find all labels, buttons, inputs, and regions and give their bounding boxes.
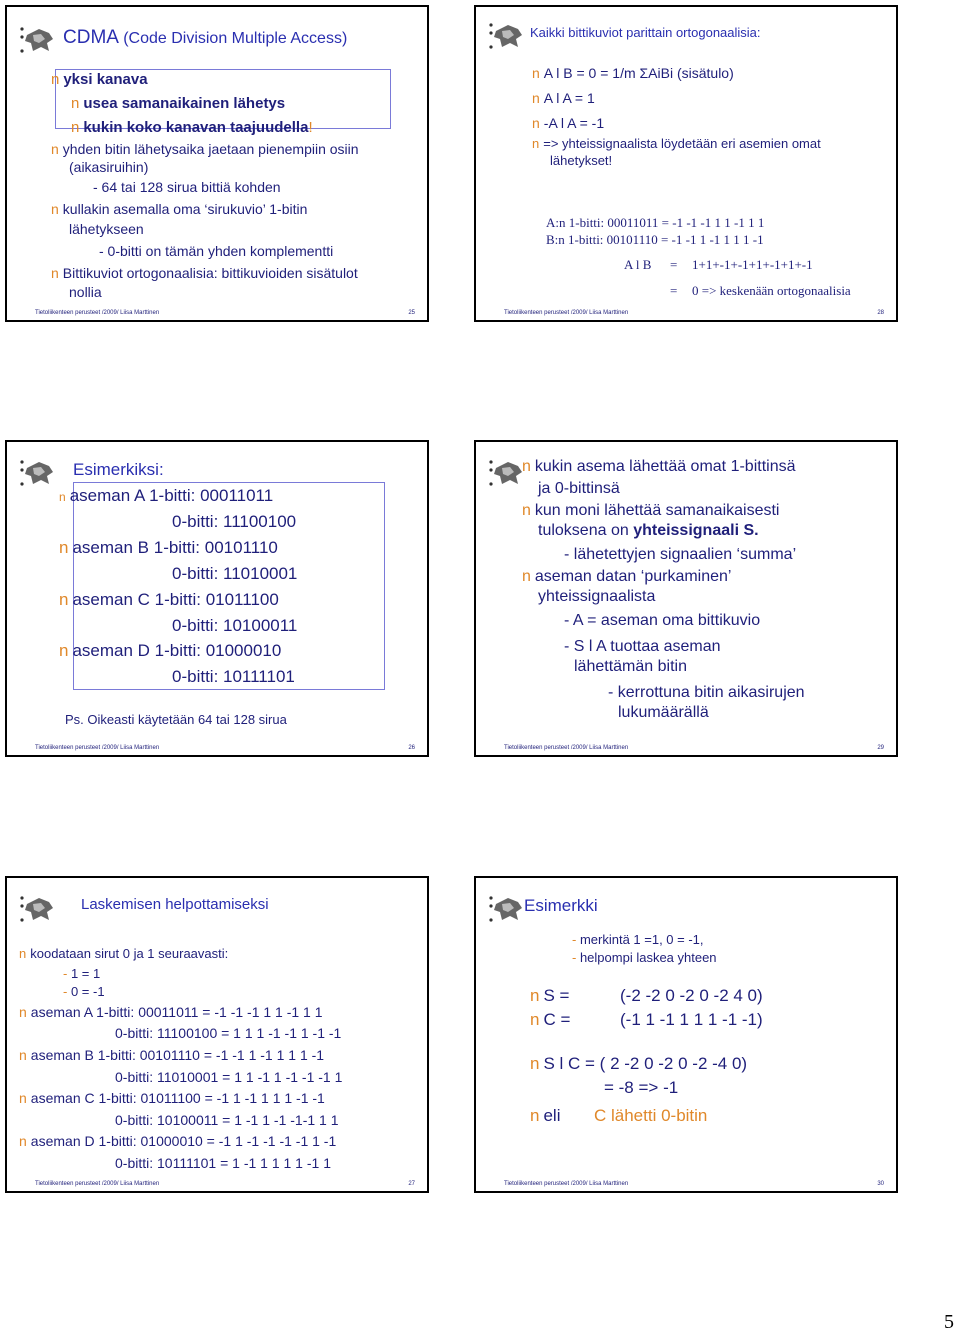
slide-number: 27 [408, 1181, 415, 1187]
text-line: lukumäärällä [618, 704, 709, 721]
university-logo-icon [488, 21, 524, 51]
result-line: = -8 => -1 [604, 1078, 679, 1097]
university-logo-icon [488, 894, 524, 924]
bullet-line: n aseman C 1-bitti: 01011100 = -1 1 -1 1 1 1 -1 -1 [19, 1090, 325, 1106]
slide-30 [474, 876, 898, 1193]
bullet-line: n kukin koko kanavan taajuudella! [71, 119, 313, 136]
code-line-b: B:n 1-bitti: 00101110 = -1 -1 1 -1 1 1 1 -1 [546, 232, 764, 247]
equals: = [670, 257, 678, 272]
slide-27 [5, 876, 429, 1193]
mapping-line: - 1 = 1 [63, 966, 101, 981]
text-line: 0-bitti: 10100011 = 1 -1 1 -1 -1-1 1 1 [115, 1112, 339, 1128]
bullet-line: n aseman D 1-bitti: 01000010 = -1 1 -1 -1 -1 -1 1 -1 [19, 1133, 337, 1149]
text-line: 0-bitti: 10111101 [172, 667, 295, 686]
text-line: - lähetettyjen signaalien ‘summa’ [564, 546, 797, 563]
bullet-line: n => yhteissignaalista löydetään eri asemien omat [532, 136, 821, 151]
text-line: lähetykset! [550, 153, 613, 168]
text-line: - kerrottuna bitin aikasirujen [608, 684, 805, 701]
bullet-line: n koodataan sirut 0 ja 1 seuraavasti: [19, 946, 229, 961]
bullet-line: n -A l A = -1 [532, 115, 605, 131]
bullet-line: n kullakin asemalla oma ‘sirukuvio’ 1-bitin [51, 201, 308, 217]
slide-number: 25 [408, 310, 415, 316]
text-line: (aikasiruihin) [69, 159, 149, 175]
slide-number: 28 [877, 310, 884, 316]
slide-title: Kaikki bittikuviot parittain ortogonaalisia: [530, 25, 761, 40]
slide-footer: Tietoliikenteen perusteet /2009/ Liisa Marttinen [504, 310, 629, 316]
text-line: - 0-bitti on tämän yhden komplementti [99, 243, 334, 259]
university-logo-icon [488, 458, 524, 488]
slide-29 [474, 440, 898, 757]
slide-28 [474, 5, 898, 322]
title-sub: (Code Division Multiple Access) [123, 30, 348, 47]
slide-number: 26 [408, 745, 415, 751]
bullet-line: n aseman B 1-bitti: 00101110 = -1 -1 1 -1 1 1 1 -1 [19, 1047, 325, 1063]
slide-title: Esimerkiksi: [73, 460, 164, 479]
bullet-line: n kukin asema lähettää omat 1-bittinsä [522, 458, 796, 475]
text-line: yhteissignaalista [538, 588, 656, 605]
text-line: nollia [69, 284, 102, 300]
slide-number: 30 [877, 1181, 884, 1187]
product-sum: 1+1+-1+-1+1+-1+1+-1 [692, 257, 813, 272]
slide-title: Laskemisen helpottamiseksi [81, 896, 269, 913]
text-line: 0-bitti: 11010001 [172, 564, 298, 583]
bullet-line: n A l A = 1 [532, 90, 595, 106]
bullet-line: n aseman C 1-bitti: 01011100 [59, 590, 279, 609]
text-line: tuloksena on yhteissignaali S. [538, 522, 759, 539]
text-line: 0-bitti: 10100011 [172, 616, 298, 635]
bullet-line: n yhden bitin lähetysaika jaetaan pienempiin osiin [51, 141, 359, 157]
title-main: CDMA [63, 27, 118, 48]
product-result: 0 => keskenään ortogonaalisia [692, 283, 851, 298]
slide-footer: Tietoliikenteen perusteet /2009/ Liisa Marttinen [35, 310, 160, 316]
bullet-line: n aseman datan ‘purkaminen’ [522, 568, 732, 585]
bullet-line: n C = [530, 1010, 571, 1029]
bullet-line: n aseman B 1-bitti: 00101110 [59, 538, 278, 557]
vector-values: (-2 -2 0 -2 0 -2 4 0) [620, 986, 763, 1005]
slide-title [63, 27, 347, 49]
bullet-line: n A l B = 0 = 1/m ΣAiBi (sisätulo) [532, 65, 734, 81]
slide-title: Esimerkki [524, 896, 598, 915]
bullet-line: n yksi kanava [51, 71, 148, 88]
bullet-line: n Bittikuviot ortogonaalisia: bittikuvioiden sisätulot [51, 265, 358, 281]
bullet-line: n aseman D 1-bitti: 01000010 [59, 641, 282, 660]
bullet-line: n aseman A 1-bitti: 00011011 [59, 486, 274, 505]
bullet-line: n usea samanaikainen lähetys [71, 95, 286, 112]
slide-25 [5, 5, 429, 322]
text-line: lähetykseen [69, 221, 144, 237]
bullet-line: n S l C = ( 2 -2 0 -2 0 -2 -4 0) [530, 1054, 748, 1073]
bullet-line: n aseman A 1-bitti: 00011011 = -1 -1 -1 1 1 -1 1 1 [19, 1004, 323, 1020]
text-line: - 64 tai 128 sirua bittiä kohden [93, 179, 281, 195]
text-line: lähettämän bitin [574, 658, 687, 675]
slide-footer: Tietoliikenteen perusteet /2009/ Liisa Marttinen [504, 745, 629, 751]
equals: = [670, 283, 678, 298]
bullet-line: n eli [530, 1106, 561, 1125]
university-logo-icon [19, 25, 55, 55]
page-number: 5 [944, 1311, 954, 1333]
text-line: - S l A tuottaa aseman [564, 638, 721, 655]
slide-footer: Tietoliikenteen perusteet /2009/ Liisa Marttinen [504, 1181, 629, 1187]
university-logo-icon [19, 458, 55, 488]
conclusion: C lähetti 0-bitin [594, 1106, 708, 1125]
bullet-line: n kun moni lähettää samanaikaisesti [522, 502, 780, 519]
slide-footer: Tietoliikenteen perusteet /2009/ Liisa Marttinen [35, 745, 160, 751]
text-line: - A = aseman oma bittikuvio [564, 612, 761, 629]
text-line: ja 0-bittinsä [538, 480, 620, 497]
product-label: A l B [624, 257, 652, 272]
bullet-line: n S = [530, 986, 570, 1005]
note-line: - helpompi laskea yhteen [572, 950, 717, 965]
text-line: 0-bitti: 11100100 [172, 512, 297, 531]
slide-26 [5, 440, 429, 757]
text-line: 0-bitti: 10111101 = 1 -1 1 1 1 1 -1 1 [115, 1155, 331, 1171]
note-line: - merkintä 1 =1, 0 = -1, [572, 932, 704, 947]
note-line: Ps. Oikeasti käytetään 64 tai 128 sirua [65, 712, 287, 727]
university-logo-icon [19, 894, 55, 924]
code-line-a: A:n 1-bitti: 00011011 = -1 -1 -1 1 1 -1 1 1 [546, 215, 765, 230]
slide-number: 29 [877, 745, 884, 751]
text-line: 0-bitti: 11010001 = 1 1 -1 1 -1 -1 -1 1 [115, 1069, 343, 1085]
text-line: 0-bitti: 11100100 = 1 1 1 -1 -1 1 -1 -1 [115, 1025, 342, 1041]
vector-values: (-1 1 -1 1 1 1 -1 -1) [620, 1010, 763, 1029]
slide-footer: Tietoliikenteen perusteet /2009/ Liisa Marttinen [35, 1181, 160, 1187]
mapping-line: - 0 = -1 [63, 984, 105, 999]
